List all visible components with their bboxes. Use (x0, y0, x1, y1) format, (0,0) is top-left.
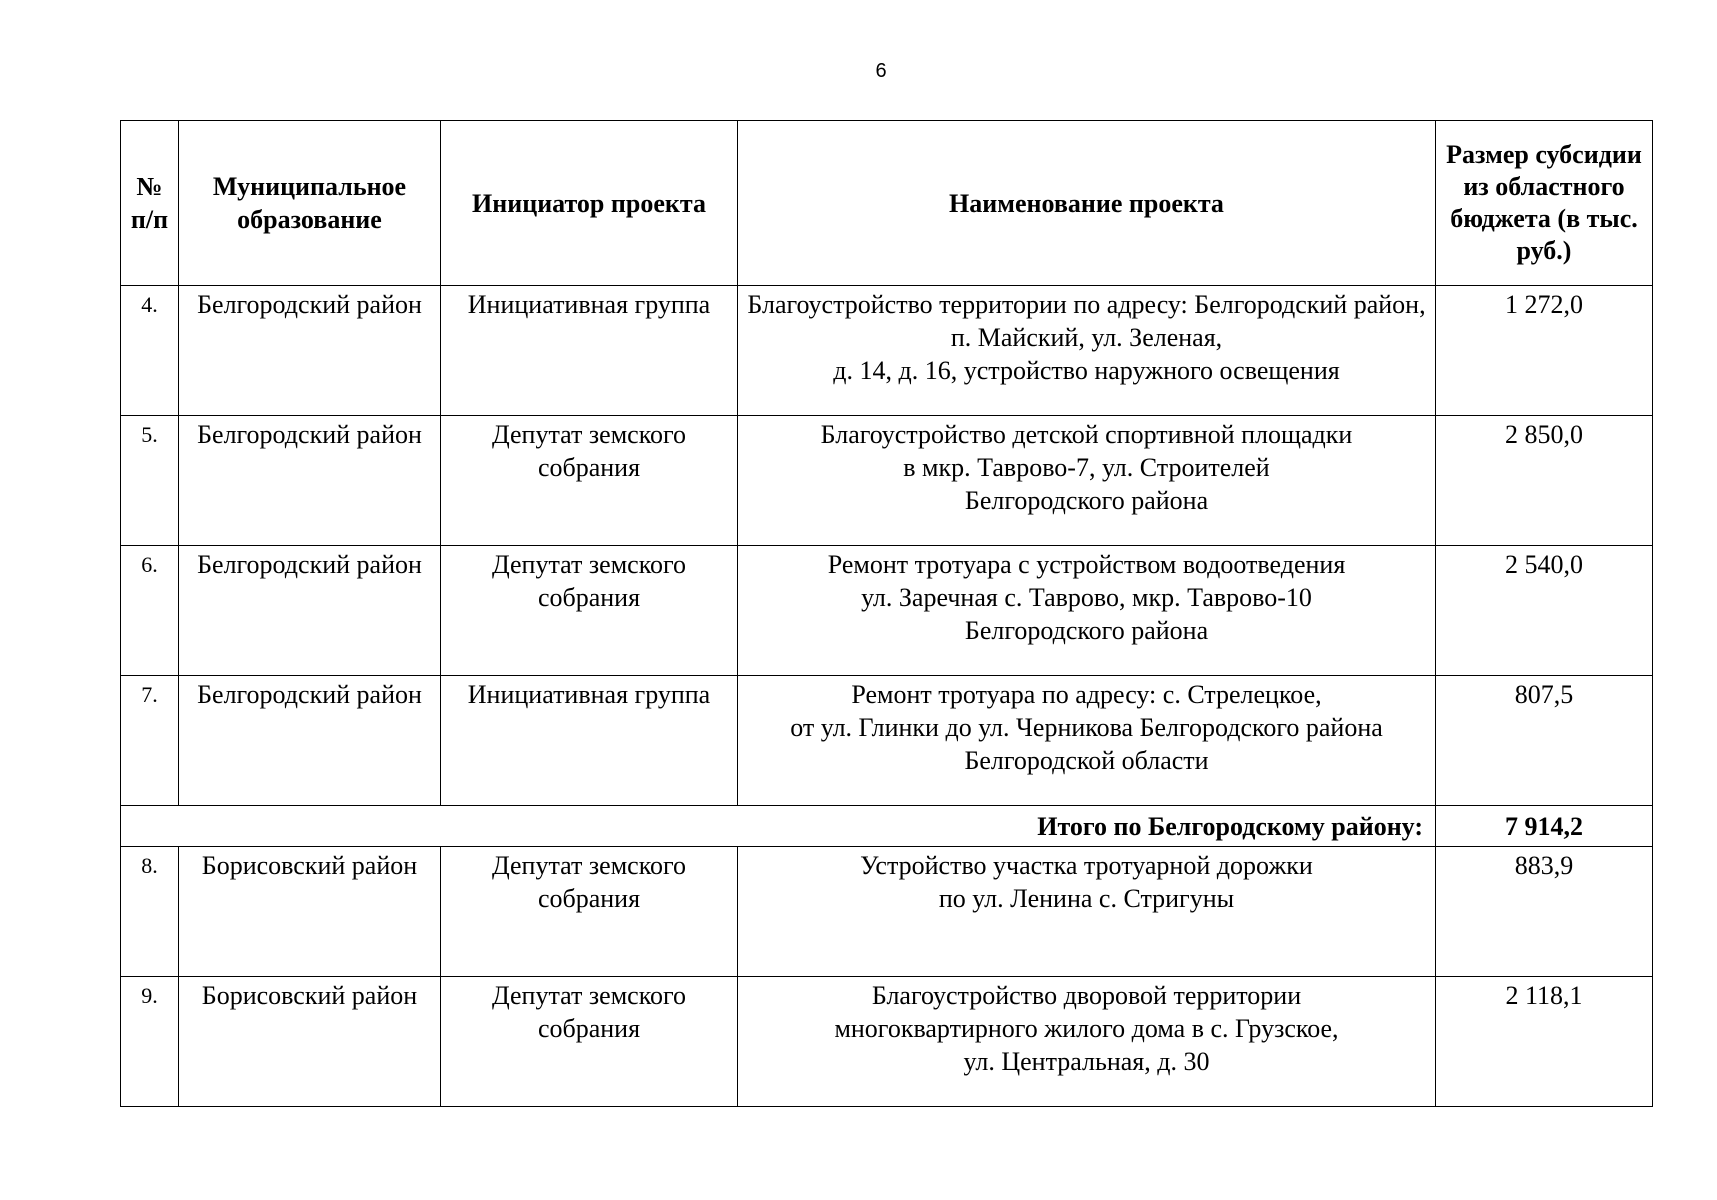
total-label: Итого по Белгородскому району: (121, 806, 1436, 847)
row-subsidy: 883,9 (1436, 847, 1653, 977)
row-num: 6. (121, 546, 179, 676)
table-header (121, 121, 1653, 286)
table-row (121, 546, 1653, 676)
table-row (121, 977, 1653, 1107)
total-row (121, 806, 1653, 847)
row-municipality: Белгородский район (179, 546, 441, 676)
table-row (121, 416, 1653, 546)
row-initiator: Инициативная группа (441, 676, 738, 806)
row-subsidy: 2 118,1 (1436, 977, 1653, 1107)
subsidy-table (120, 120, 1653, 1107)
row-initiator: Инициативная группа (441, 286, 738, 416)
row-project: Благоустройство территории по адресу: Белгородский район, п. Майский, ул. Зеленая, д. 14, д. 16, устройство наружного освещения (738, 286, 1436, 416)
header-municipality: Муниципальное образование (179, 121, 441, 286)
row-num: 9. (121, 977, 179, 1107)
row-num: 4. (121, 286, 179, 416)
total-value: 7 914,2 (1436, 806, 1653, 847)
row-project: Устройство участка тротуарной дорожки по ул. Ленина с. Стригуны (738, 847, 1436, 977)
row-project: Благоустройство дворовой территории многоквартирного жилого дома в с. Грузское, ул. Центральная, д. 30 (738, 977, 1436, 1107)
row-subsidy: 2 540,0 (1436, 546, 1653, 676)
row-project: Ремонт тротуара с устройством водоотведения ул. Заречная с. Таврово, мкр. Таврово-10 Белгородского района (738, 546, 1436, 676)
row-municipality: Белгородский район (179, 416, 441, 546)
row-num: 5. (121, 416, 179, 546)
row-project: Ремонт тротуара по адресу: с. Стрелецкое, от ул. Глинки до ул. Черникова Белгородского района Белгородской области (738, 676, 1436, 806)
table-row (121, 286, 1653, 416)
row-subsidy: 2 850,0 (1436, 416, 1653, 546)
table-body (121, 286, 1653, 1107)
header-subsidy: Размер субсидии из областного бюджета (в тыс. руб.) (1436, 121, 1653, 286)
row-municipality: Белгородский район (179, 676, 441, 806)
row-num: 7. (121, 676, 179, 806)
header-initiator: Инициатор проекта (441, 121, 738, 286)
page-number: 6 (875, 60, 887, 82)
table-row (121, 676, 1653, 806)
row-initiator: Депутат земского собрания (441, 977, 738, 1107)
header-project: Наименование проекта (738, 121, 1436, 286)
table-row (121, 847, 1653, 977)
header-num: № п/п (121, 121, 179, 286)
row-num: 8. (121, 847, 179, 977)
row-municipality: Белгородский район (179, 286, 441, 416)
row-subsidy: 807,5 (1436, 676, 1653, 806)
row-subsidy: 1 272,0 (1436, 286, 1653, 416)
row-initiator: Депутат земского собрания (441, 416, 738, 546)
row-project: Благоустройство детской спортивной площадки в мкр. Таврово-7, ул. Строителей Белгородского района (738, 416, 1436, 546)
row-initiator: Депутат земского собрания (441, 546, 738, 676)
row-municipality: Борисовский район (179, 977, 441, 1107)
row-municipality: Борисовский район (179, 847, 441, 977)
row-initiator: Депутат земского собрания (441, 847, 738, 977)
